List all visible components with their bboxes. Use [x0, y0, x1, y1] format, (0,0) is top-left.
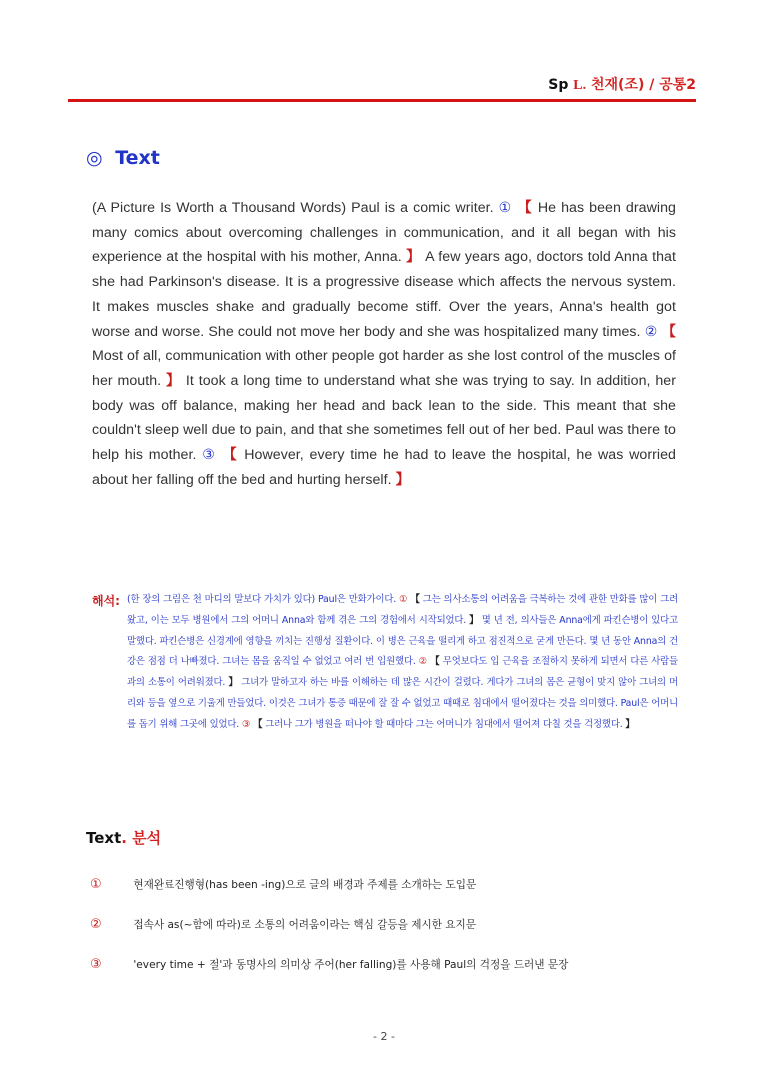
- bracket-close: 】: [165, 372, 182, 389]
- passage-sentence: He has been drawing many comics about overcoming challenges in communication, and it all began with his experience at the hospital with his mother, Anna.: [92, 200, 676, 266]
- translation-sentence: 무엇보다도 입 근육을 조절하지 못하게 되면서 다른 사람들과의 소통이 어려워졌다.: [127, 656, 678, 689]
- marker-1: ①: [399, 594, 408, 605]
- analysis-item-number: ①: [90, 877, 102, 892]
- bullseye-icon: ◎: [86, 147, 103, 169]
- marker-2: ②: [644, 323, 658, 340]
- translation-label: 해석:: [92, 594, 120, 608]
- marker-2: ②: [418, 656, 428, 668]
- translation-sentence: 그러나 그가 병원을 떠나야 할 때마다 그는 어머니가 침대에서 떨어져 다칠 것을 걱정했다.: [265, 718, 623, 730]
- bracket-close: 】: [469, 614, 479, 626]
- marker-1: ①: [498, 200, 513, 216]
- header-lesson: L.: [573, 78, 587, 93]
- translation-sentence: 몇 년 전, 의사들은 Anna에게 파킨슨병이 있다고 말했다. 파킨슨병은 신경계에 영향을 끼치는 진행성 질환이다. 이 병은 근육을 떨리게 하고 점진적으로 굳게 만든다. 몇 년 동안 Anna의 건강은 점점 더 나빠졌다. 그녀는 몸을 움직일 수 없었고 여러 번 입원했다.: [127, 614, 678, 668]
- page-number: - 2 -: [373, 1030, 395, 1043]
- bracket-close: 】: [228, 677, 239, 689]
- analysis-heading-text: Text: [86, 829, 122, 847]
- header-title: 천재(조) / 공통2: [590, 77, 696, 93]
- analysis-item-number: ②: [90, 917, 102, 932]
- passage-sentence: However, every time he had to leave the hospital, he was worried about her falling off the bed and hurting herself.: [92, 447, 676, 488]
- translation-sentence: 그는 의사소통의 어려움을 극복하는 것에 관한 만화를 많이 그려왔고, 이는 모두 병원에서 그의 어머니 Anna와 함께 겪은 그의 경험에서 시작되었다.: [127, 594, 678, 626]
- marker-3: ③: [241, 718, 251, 730]
- passage-sentence: (A Picture Is Worth a Thousand Words) Paul is a comic writer.: [92, 200, 494, 216]
- analysis-item: [90, 877, 690, 892]
- analysis-item-text: 접속사 as(~함에 따라)로 소통의 어려움이라는 핵심 갈등을 제시한 요지문: [133, 919, 477, 931]
- bracket-close: 】: [406, 249, 421, 266]
- header-prefix: Sp: [548, 77, 569, 93]
- marker-3: ③: [202, 447, 217, 464]
- header-rule: [68, 99, 696, 102]
- text-heading-title: Text: [115, 147, 160, 169]
- analysis-item-text: 'every time + 절'과 동명사의 의미상 주어(her falling)를 사용해 Paul의 걱정을 드러낸 문장: [133, 959, 569, 971]
- translation-sentence: (한 장의 그림은 천 마디의 말보다 가치가 있다) Paul은 만화가이다.: [127, 594, 397, 605]
- translation: [127, 590, 678, 736]
- passage-sentence: A few years ago, doctors told Anna that she had Parkinson's disease. It is a progressive disease which affects the nervous system. It makes muscles shake and gradually become stiff. Over the years, Anna's health got worse and worse. She could not move her body and she was hospitalized many times.: [92, 249, 676, 340]
- analysis-item: [90, 917, 690, 932]
- bracket-open: 【: [430, 656, 440, 668]
- passage-sentence: It took a long time to understand what she was trying to say. In addition, her body was off balance, making her head and back lean to the side. This meant that she couldn't sleep well due to pain, and that she sometimes fell out of her bed. Paul was there to help his mother.: [92, 372, 676, 464]
- passage-sentence: Most of all, communication with other people got harder as she lost control of the muscles of her mouth.: [92, 348, 676, 389]
- text-heading: [86, 147, 160, 169]
- bracket-open: 【: [253, 718, 263, 730]
- analysis-item-text: 현재완료진행형(has been -ing)으로 글의 배경과 주제를 소개하는 도입문: [133, 879, 477, 891]
- bracket-close: 】: [395, 471, 410, 488]
- bracket-open: 【: [410, 594, 420, 605]
- bracket-open: 【: [222, 447, 239, 464]
- passage: [92, 196, 676, 492]
- bracket-open: 【: [517, 200, 533, 216]
- page-header: [548, 74, 696, 94]
- analysis-heading-label: . 분석: [121, 829, 162, 847]
- analysis-item: [90, 957, 690, 972]
- translation-sentence: 그녀가 말하고자 하는 바를 이해하는 데 많은 시간이 걸렸다. 게다가 그녀의 몸은 균형이 맞지 않아 그녀의 머리와 등을 옆으로 기울게 만들었다. 이것은 그녀가 통증 때문에 잘 잘 수 없었고 때때로 침대에서 떨어졌다는 것을 의미했다. Paul은 어머니를 돕기 위해 그곳에 있었다.: [127, 677, 678, 730]
- bracket-open: 【: [661, 323, 677, 340]
- analysis-item-number: ③: [90, 957, 102, 972]
- bracket-close: 】: [625, 718, 635, 730]
- analysis-heading: [86, 827, 161, 848]
